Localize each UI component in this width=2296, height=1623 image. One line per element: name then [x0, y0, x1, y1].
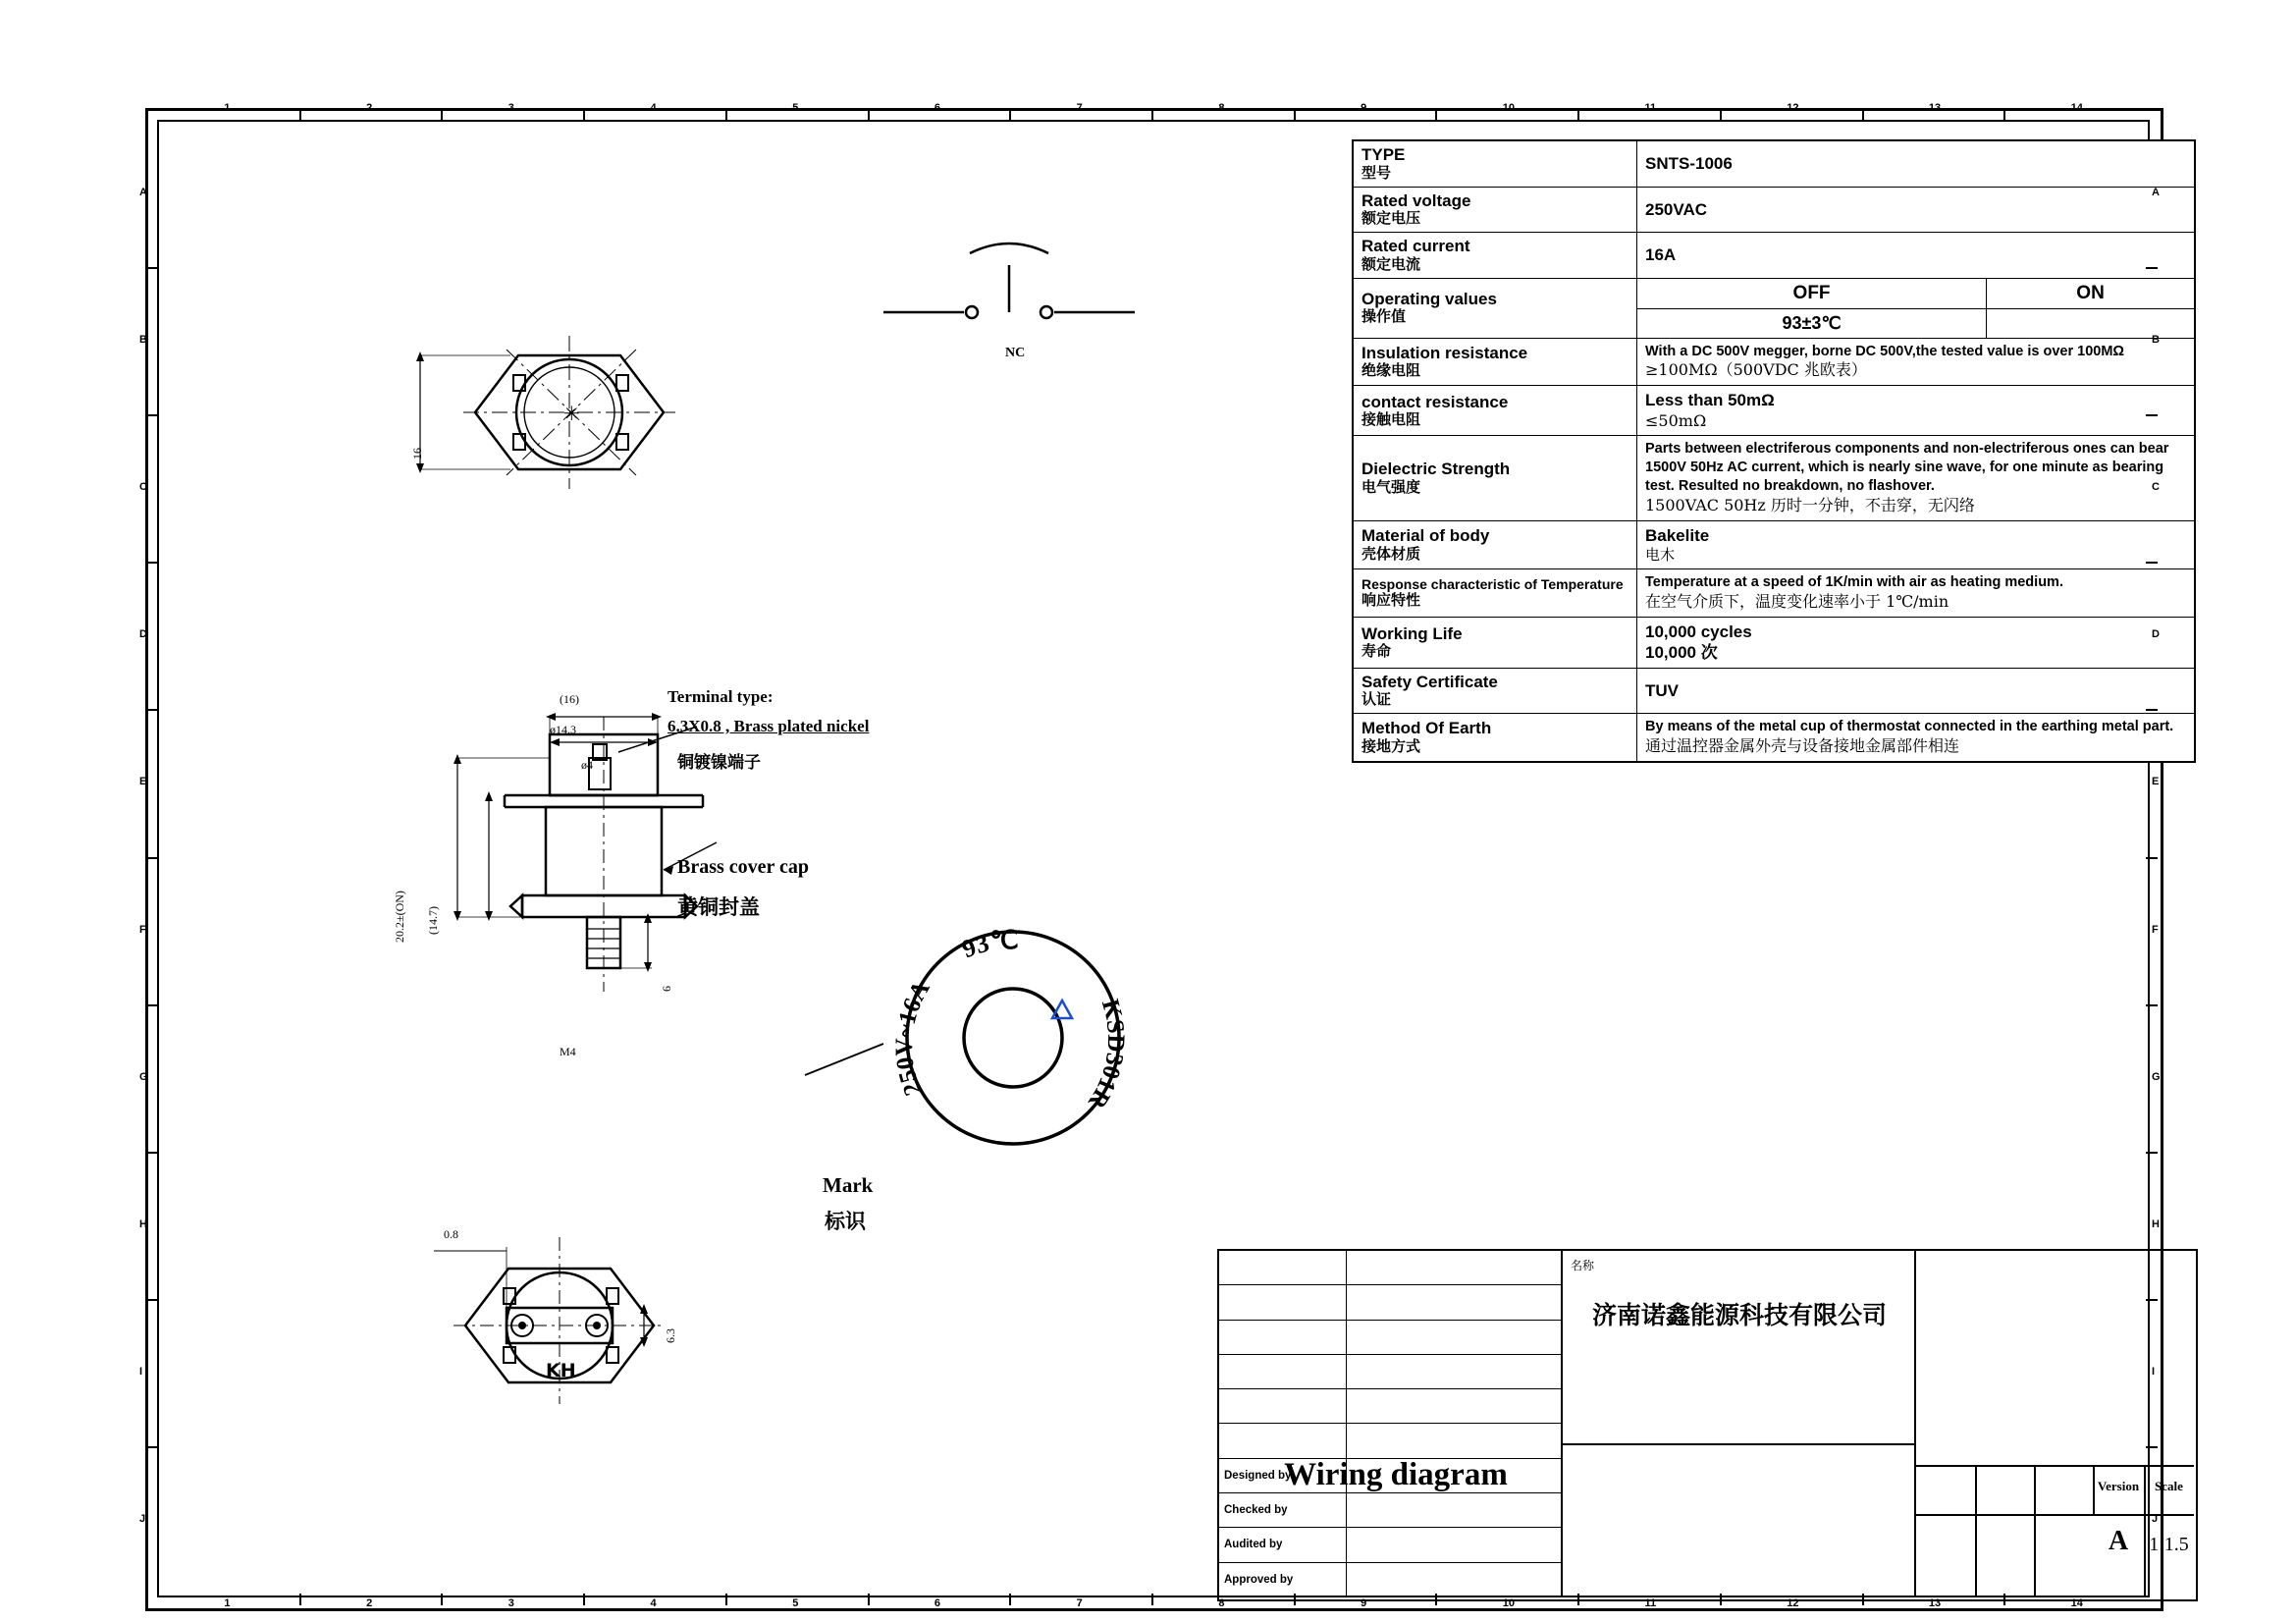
spec-label-safety-certificate: Safety Certificate 认证	[1353, 668, 1637, 714]
frame-col-tick-12: 12	[1787, 1597, 1799, 1609]
spec-value-insulation-resistance: With a DC 500V megger, borne DC 500V,the tested value is over 100MΩ ≥100MΩ（500VDC 兆欧表）	[1637, 338, 2196, 386]
spec-col-off: OFF	[1637, 278, 1987, 308]
spec-value-working-life: 10,000 cycles 10,000 次	[1637, 618, 2196, 669]
frame-row-divider	[145, 562, 157, 564]
frame-row-divider	[2146, 857, 2158, 859]
frame-row-tick-J: J	[139, 1512, 146, 1525]
frame-col-divider	[2003, 1594, 2005, 1605]
frame-row-divider	[2146, 562, 2158, 564]
frame-col-tick-9: 9	[1361, 102, 1367, 114]
svg-text:KH: KH	[546, 1360, 576, 1381]
title-block-divider	[1563, 1443, 1916, 1445]
frame-col-tick-4: 4	[650, 1597, 657, 1609]
spec-row-working-life	[1353, 618, 2195, 669]
spec-row-operating-values-header	[1353, 278, 2195, 308]
frame-row-tick-A: A	[139, 187, 147, 199]
frame-col-divider	[1151, 1594, 1153, 1605]
frame-row-divider	[145, 1004, 157, 1006]
bottom-view	[461, 1257, 756, 1483]
dim-flat-thickness: 0.8	[444, 1227, 458, 1241]
svg-text:250V~16A: 250V~16A	[890, 976, 935, 1100]
frame-col-tick-2: 2	[366, 1597, 373, 1609]
dim-body-width: (16)	[560, 692, 579, 706]
spec-value-method-of-earth: By means of the metal cup of thermostat connected in the earthing metal part. 通过温控器金属外壳与设备接地金属部件相连	[1637, 714, 2196, 762]
frame-col-divider	[868, 1594, 870, 1605]
svg-text:KSD301R: KSD301R	[1083, 996, 1130, 1113]
frame-row-tick-F: F	[139, 923, 146, 936]
signoff-label-checked-by: Checked by	[1224, 1504, 1288, 1517]
frame-col-divider	[1294, 1594, 1296, 1605]
spec-row-safety-certificate	[1353, 668, 2195, 714]
dim-cap-dia: ø14.3	[550, 723, 576, 736]
frame-row-tick-H: H	[139, 1217, 147, 1230]
spec-row-rated-current	[1353, 233, 2195, 279]
frame-col-tick-6: 6	[934, 102, 941, 114]
frame-col-tick-1: 1	[224, 102, 231, 114]
frame-row-divider	[2146, 1152, 2158, 1154]
spec-label-rated-voltage: Rated voltage 额定电压	[1353, 187, 1637, 233]
frame-row-divider	[2146, 1299, 2158, 1301]
title-block-center	[1563, 1251, 1916, 1597]
frame-col-tick-8: 8	[1218, 102, 1225, 114]
frame-row-tick-C: C	[139, 481, 147, 494]
spec-value-rated-voltage: 250VAC	[1637, 187, 2196, 233]
frame-row-tick-G: G	[2152, 1070, 2161, 1083]
title-block-signoff	[1219, 1251, 1563, 1597]
drawing-title: Wiring diagram	[1284, 1457, 1508, 1492]
dim-terminal-width: 6.3	[664, 1328, 677, 1343]
spec-row-contact-resistance	[1353, 386, 2195, 436]
spec-value-response-characteristic: Temperature at a speed of 1K/min with air as heating medium. 在空气介质下，温度变化速率小于 1℃/min	[1637, 569, 2196, 618]
scale-value: 1:1.5	[2149, 1534, 2189, 1555]
version-header: Version	[2097, 1479, 2140, 1493]
spec-value-type: SNTS-1006	[1637, 140, 2196, 187]
dim-stud-small: ø4	[581, 758, 593, 772]
frame-col-tick-2: 2	[366, 102, 373, 114]
frame-col-divider	[1151, 108, 1153, 120]
frame-row-tick-E: E	[2152, 776, 2160, 788]
spec-label-type: TYPE 型号	[1353, 140, 1637, 187]
terminal-type-line1: Terminal type:	[667, 687, 774, 706]
svg-text:✳: ✳	[563, 402, 580, 425]
mark-label-disc	[890, 925, 1148, 1173]
frame-col-divider	[1009, 1594, 1011, 1605]
title-block-right	[1916, 1251, 2194, 1597]
frame-row-tick-C: C	[2152, 481, 2160, 494]
spec-row-method-of-earth	[1353, 714, 2195, 762]
frame-col-divider	[1862, 1594, 1864, 1605]
spec-label-working-life: Working Life 寿命	[1353, 618, 1637, 669]
frame-row-divider	[2146, 414, 2158, 416]
frame-col-divider	[725, 1594, 727, 1605]
spec-off-value: 93±3℃	[1637, 308, 1987, 338]
brass-cover-cn: 黄铜封盖	[677, 895, 760, 919]
spec-col-on: ON	[1987, 278, 2195, 308]
frame-col-divider	[441, 1594, 443, 1605]
frame-col-divider	[299, 108, 301, 120]
spec-on-value	[1987, 308, 2195, 338]
frame-col-tick-3: 3	[507, 102, 514, 114]
frame-col-tick-11: 11	[1644, 1597, 1657, 1609]
top-view-hex	[471, 344, 726, 540]
frame-col-tick-11: 11	[1644, 102, 1657, 114]
mark-label-en: Mark	[823, 1173, 874, 1197]
frame-row-tick-H: H	[2152, 1217, 2160, 1230]
frame-col-tick-14: 14	[2070, 102, 2083, 114]
frame-row-divider	[145, 1446, 157, 1448]
spec-value-rated-current: 16A	[1637, 233, 2196, 279]
frame-col-tick-9: 9	[1361, 1597, 1367, 1609]
frame-col-tick-12: 12	[1787, 102, 1799, 114]
frame-col-divider	[1577, 1594, 1579, 1605]
frame-col-tick-6: 6	[934, 1597, 941, 1609]
spec-label-rated-current: Rated current 额定电流	[1353, 233, 1637, 279]
specification-table	[1352, 139, 2196, 763]
terminal-type-line2: 6.3X0.8 , Brass plated nickel	[667, 717, 870, 735]
spec-row-response-characteristic	[1353, 569, 2195, 618]
frame-row-tick-F: F	[2152, 923, 2159, 936]
signoff-row	[1219, 1355, 1563, 1389]
signoff-label-approved-by: Approved by	[1224, 1573, 1294, 1586]
frame-col-tick-3: 3	[507, 1597, 514, 1609]
dim-thread: M4	[560, 1045, 576, 1058]
frame-row-divider	[145, 267, 157, 269]
frame-col-divider	[441, 108, 443, 120]
signoff-row	[1219, 1389, 1563, 1424]
spec-value-safety-certificate: TUV	[1637, 668, 2196, 714]
signoff-row	[1219, 1285, 1563, 1320]
frame-row-tick-I: I	[139, 1365, 143, 1378]
frame-col-divider	[1435, 1594, 1437, 1605]
terminal-type-cn: 铜镀镍端子	[677, 753, 761, 773]
spec-row-type	[1353, 140, 2195, 187]
spec-value-contact-resistance: Less than 50mΩ ≤50mΩ	[1637, 386, 2196, 436]
frame-row-tick-D: D	[2152, 628, 2160, 641]
frame-col-tick-5: 5	[792, 102, 799, 114]
signoff-label-designed-by: Designed by	[1224, 1469, 1292, 1482]
frame-row-tick-D: D	[139, 628, 147, 641]
dim-height-sub: (14.7)	[426, 906, 440, 935]
frame-col-tick-4: 4	[650, 102, 657, 114]
frame-row-divider	[145, 709, 157, 711]
spec-row-dielectric-strength	[1353, 436, 2195, 520]
nc-switch-symbol	[864, 236, 1178, 353]
spec-row-material-of-body	[1353, 520, 2195, 569]
frame-col-divider	[1862, 108, 1864, 120]
signoff-label-audited-by: Audited by	[1224, 1539, 1283, 1551]
spec-row-insulation-resistance	[1353, 338, 2195, 386]
company-name: 济南诺鑫能源科技有限公司	[1591, 1301, 1887, 1329]
scale-header: Scale	[2155, 1479, 2183, 1493]
svg-text:93℃: 93℃	[957, 925, 1020, 964]
frame-row-tick-J: J	[2152, 1512, 2159, 1525]
frame-col-divider	[1720, 108, 1722, 120]
mark-label-cn: 标识	[825, 1210, 866, 1233]
spec-label-method-of-earth: Method Of Earth 接地方式	[1353, 714, 1637, 762]
frame-col-tick-8: 8	[1218, 1597, 1225, 1609]
frame-row-divider	[145, 1152, 157, 1154]
nc-label: NC	[1005, 346, 1026, 360]
frame-row-divider	[145, 857, 157, 859]
frame-col-tick-1: 1	[224, 1597, 231, 1609]
frame-col-divider	[1720, 1594, 1722, 1605]
frame-col-tick-5: 5	[792, 1597, 799, 1609]
frame-col-divider	[1294, 108, 1296, 120]
frame-col-tick-7: 7	[1076, 102, 1083, 114]
dim-stud-len: 6	[660, 986, 673, 992]
frame-row-divider	[2146, 1446, 2158, 1448]
frame-row-tick-B: B	[139, 334, 147, 347]
spec-value-dielectric-strength: Parts between electriferous components and non-electriferous ones can bear 1500V 50Hz AC current, which is nearly sine wave, for one minute as bearing test. Resulted no breakdown, no flashover. 1500VAC 50Hz 历时一分钟，不击穿，无闪络	[1637, 436, 2196, 520]
frame-col-divider	[868, 108, 870, 120]
title-block	[1217, 1249, 2198, 1601]
frame-col-divider	[1577, 108, 1579, 120]
frame-row-divider	[145, 414, 157, 416]
frame-col-divider	[725, 108, 727, 120]
spec-label-response-characteristic: Response characteristic of Temperature 响应特性	[1353, 569, 1637, 618]
frame-col-tick-10: 10	[1502, 1597, 1516, 1609]
spec-value-material-of-body: Bakelite 电木	[1637, 520, 2196, 569]
frame-col-divider	[1009, 108, 1011, 120]
frame-row-divider	[2146, 267, 2158, 269]
frame-row-divider	[2146, 1004, 2158, 1006]
frame-col-divider	[583, 108, 585, 120]
spec-label-material-of-body: Material of body 壳体材质	[1353, 520, 1637, 569]
signoff-row	[1219, 1251, 1563, 1285]
spec-label-contact-resistance: contact resistance 接触电阻	[1353, 386, 1637, 436]
version-value: A	[2108, 1526, 2129, 1556]
name-label-cn: 名称	[1571, 1259, 1595, 1272]
frame-col-divider	[583, 1594, 585, 1605]
frame-col-tick-10: 10	[1502, 102, 1516, 114]
brass-cover-en: Brass cover cap	[677, 856, 810, 878]
spec-label-dielectric-strength: Dielectric Strength 电气强度	[1353, 436, 1637, 520]
frame-col-divider	[2003, 108, 2005, 120]
spec-label-operating-values: Operating values 操作值	[1353, 278, 1637, 338]
frame-col-tick-7: 7	[1076, 1597, 1083, 1609]
spec-label-insulation-resistance: Insulation resistance 绝缘电阻	[1353, 338, 1637, 386]
frame-row-divider	[145, 1299, 157, 1301]
frame-col-tick-13: 13	[1928, 102, 1942, 114]
frame-row-tick-G: G	[139, 1070, 148, 1083]
signoff-row	[1219, 1425, 1563, 1459]
frame-col-tick-13: 13	[1928, 1597, 1942, 1609]
spec-row-rated-voltage	[1353, 187, 2195, 233]
side-view	[491, 697, 815, 1100]
frame-col-divider	[1435, 108, 1437, 120]
dim-height-total: 20.2±(ON)	[393, 891, 406, 943]
dim-hex-width: 16	[410, 448, 424, 460]
frame-row-tick-B: B	[2152, 334, 2160, 347]
frame-col-divider	[299, 1594, 301, 1605]
frame-col-tick-14: 14	[2070, 1597, 2083, 1609]
signoff-row	[1219, 1321, 1563, 1355]
frame-row-tick-A: A	[2152, 187, 2160, 199]
frame-row-tick-I: I	[2152, 1365, 2156, 1378]
frame-row-tick-E: E	[139, 776, 147, 788]
frame-row-divider	[2146, 709, 2158, 711]
